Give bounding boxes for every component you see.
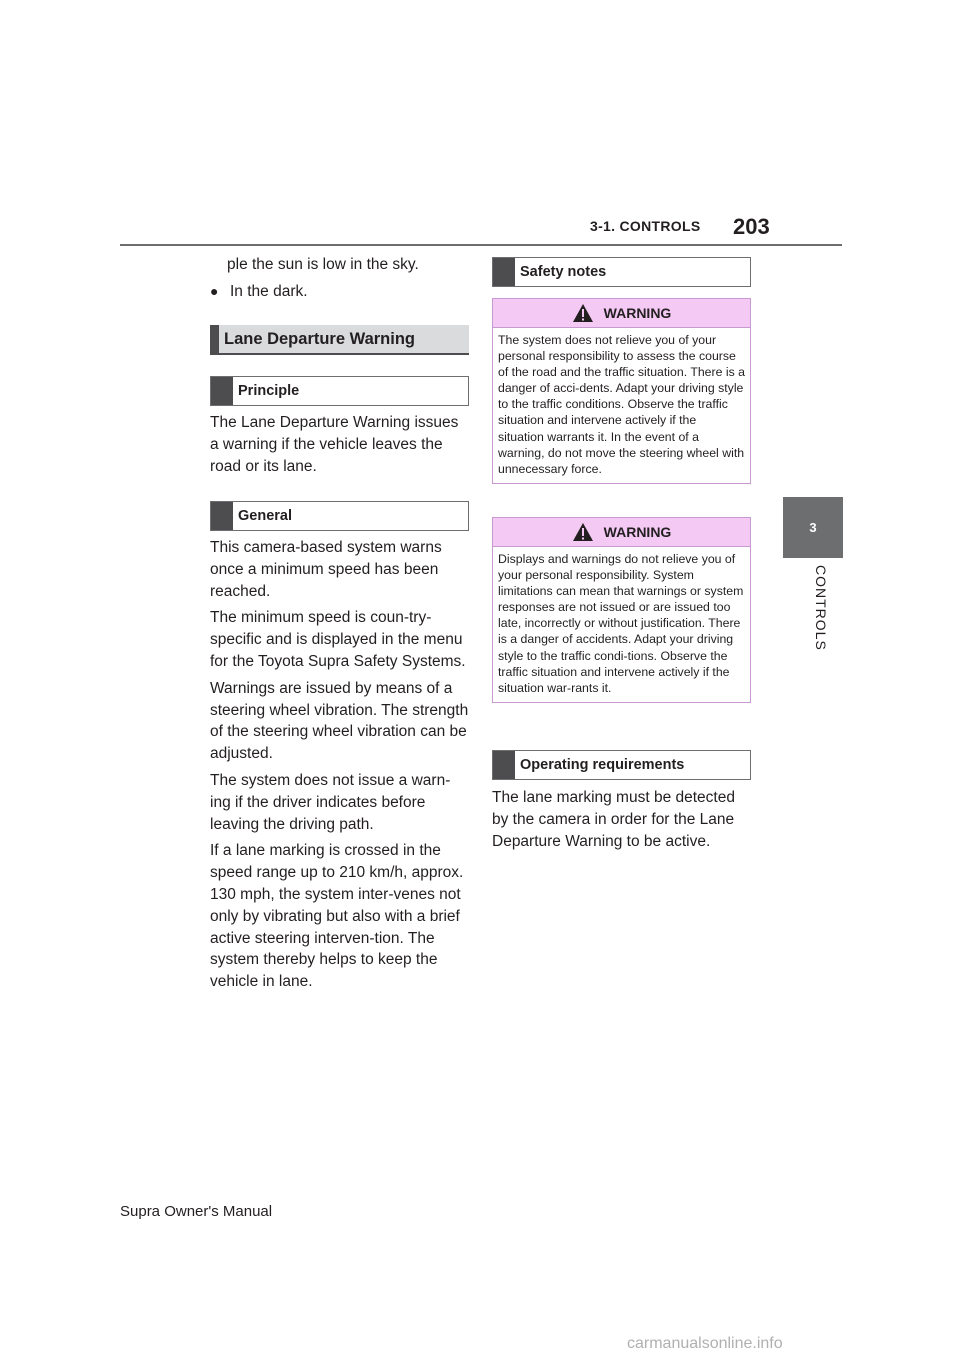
warning-text: The system does not relieve you of your personal responsibility to assess the course of the road and the traffic situation. There is a danger of acci-dents. Adapt your driving style to the traffic conditions. Observe the traffic situation and intervene actively if the situation warrants it. In the event of a warning, do not move the steering wheel with unnecessary force.	[498, 333, 746, 476]
section-heading-lane-departure	[210, 325, 469, 355]
chapter-tab-number: 3	[809, 520, 817, 535]
bullet-item	[210, 281, 470, 303]
warning-title: WARNING	[603, 524, 672, 540]
subheading-general-text: General	[238, 508, 292, 524]
general-paragraph: Warnings are issued by means of a steering wheel vibration. The strength of the steering wheel vibration can be adjusted.	[210, 679, 469, 763]
warning-header	[493, 518, 750, 547]
operating-paragraph: The lane marking must be detected by the camera in order for the Lane Departure Warning to be active.	[492, 789, 735, 850]
section-heading-text: Lane Departure Warning	[224, 329, 415, 348]
continued-text: ple the sun is low in the sky.	[227, 256, 419, 273]
warning-triangle-icon	[572, 522, 594, 542]
general-paragraph: If a lane marking is crossed in the speed range up to 210 km/h, approx. 130 mph, the system inter-venes not only by vibrating but also with a brief active steering interven-tion. The system thereby helps to keep the vehicle in lane.	[210, 842, 464, 991]
warning-header	[493, 299, 750, 328]
page-number: 203	[733, 214, 770, 239]
footer-manual-title: Supra Owner's Manual	[120, 1203, 273, 1220]
bullet-text: In the dark.	[230, 282, 308, 300]
general-paragraph: This camera-based system warns once a minimum speed has been reached.	[210, 539, 442, 600]
watermark: carmanualsonline.info	[627, 1335, 783, 1352]
left-column	[210, 254, 470, 303]
subheading-safety-text: Safety notes	[520, 264, 607, 280]
chapter-tab-label: CONTROLS	[813, 565, 829, 651]
bullet-icon: ●	[210, 282, 219, 299]
chapter-tab	[783, 497, 843, 558]
subheading-general	[210, 501, 469, 531]
general-body	[210, 537, 470, 998]
header-rule	[120, 244, 842, 246]
general-paragraph: The minimum speed is coun-try-specific and is displayed in the menu for the Toyota Supra Safety Systems.	[210, 609, 466, 670]
subheading-operating-text: Operating requirements	[520, 757, 685, 773]
warning-title: WARNING	[603, 305, 672, 321]
warning-triangle-icon	[572, 303, 594, 323]
subheading-operating-requirements	[492, 750, 751, 780]
subheading-principle	[210, 376, 469, 406]
warning-text: Displays and warnings do not relieve you of your personal responsibility. System limitations can mean that warnings or system responses are not issued or are issued too late, incorrectly or without justification. There is a danger of accidents. Adapt your driving style to the traffic condi-tions. Observe the traffic situation and intervene actively if the situation war-rants it.	[498, 552, 744, 695]
principle-body	[210, 412, 470, 482]
running-header-section: 3-1. CONTROLS	[590, 218, 701, 234]
warning-box	[492, 517, 751, 703]
subheading-safety-notes	[492, 257, 751, 287]
operating-body	[492, 787, 752, 857]
principle-paragraph: The Lane Departure Warning issues a warning if the vehicle leaves the road or its lane.	[210, 414, 459, 475]
general-paragraph: The system does not issue a warn-ing if the driver indicates before leaving the driving path.	[210, 771, 451, 833]
warning-box	[492, 298, 751, 484]
subheading-principle-text: Principle	[238, 383, 300, 399]
